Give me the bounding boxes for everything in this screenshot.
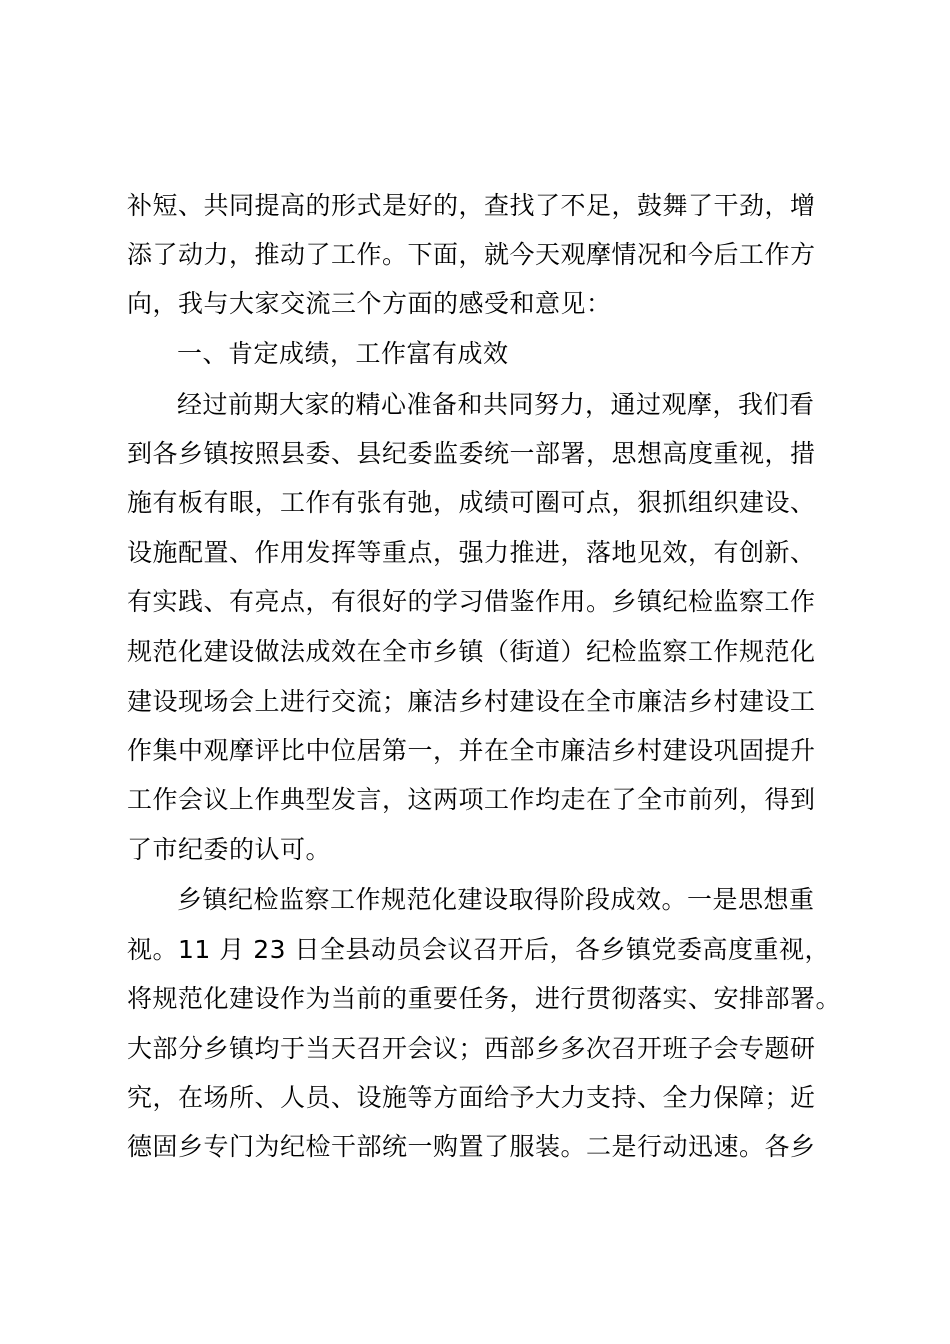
body-text-line: 建设现场会上进行交流；廉洁乡村建设在全市廉洁乡村建设工 <box>127 687 816 716</box>
body-text-line: 大部分乡镇均于当天召开会议；西部乡多次召开班子会专题研 <box>127 1034 816 1063</box>
body-text-line: 究，在场所、人员、设施等方面给予大力支持、全力保障；近 <box>127 1083 816 1112</box>
body-text-line: 补短、共同提高的形式是好的，查找了不足，鼓舞了干劲，增 <box>127 191 816 220</box>
body-text-line: 将规范化建设作为当前的重要任务，进行贯彻落实、安排部署。 <box>127 984 842 1013</box>
body-text-line: 设施配置、作用发挥等重点，强力推进，落地见效，有创新、 <box>127 538 816 567</box>
body-text-line: 规范化建设做法成效在全市乡镇（街道）纪检监察工作规范化 <box>127 637 816 666</box>
body-text-line: 作集中观摩评比中位居第一，并在全市廉洁乡村建设巩固提升 <box>127 736 816 765</box>
body-text-line: 视。11 月 23 日全县动员会议召开后，各乡镇党委高度重视， <box>127 935 830 964</box>
body-text-line: 有实践、有亮点，有很好的学习借鉴作用。乡镇纪检监察工作 <box>127 587 816 616</box>
body-text-line: 德固乡专门为纪检干部统一购置了服装。二是行动迅速。各乡 <box>127 1132 816 1161</box>
body-text-line: 添了动力，推动了工作。下面，就今天观摩情况和今后工作方 <box>127 240 816 269</box>
section-heading: 一、肯定成绩，工作富有成效 <box>177 339 509 368</box>
body-text-line: 了市纪委的认可。 <box>127 835 332 864</box>
body-text-line: 施有板有眼，工作有张有弛，成绩可圈可点，狠抓组织建设、 <box>127 488 816 517</box>
body-text-line: 经过前期大家的精心准备和共同努力，通过观摩，我们看 <box>177 390 815 419</box>
body-text-line: 到各乡镇按照县委、县纪委监委统一部署，思想高度重视，措 <box>127 439 816 468</box>
body-text-line: 乡镇纪检监察工作规范化建设取得阶段成效。一是思想重 <box>177 885 815 914</box>
body-text-line: 向，我与大家交流三个方面的感受和意见： <box>127 289 612 318</box>
body-text-line: 工作会议上作典型发言，这两项工作均走在了全市前列，得到 <box>127 785 816 814</box>
